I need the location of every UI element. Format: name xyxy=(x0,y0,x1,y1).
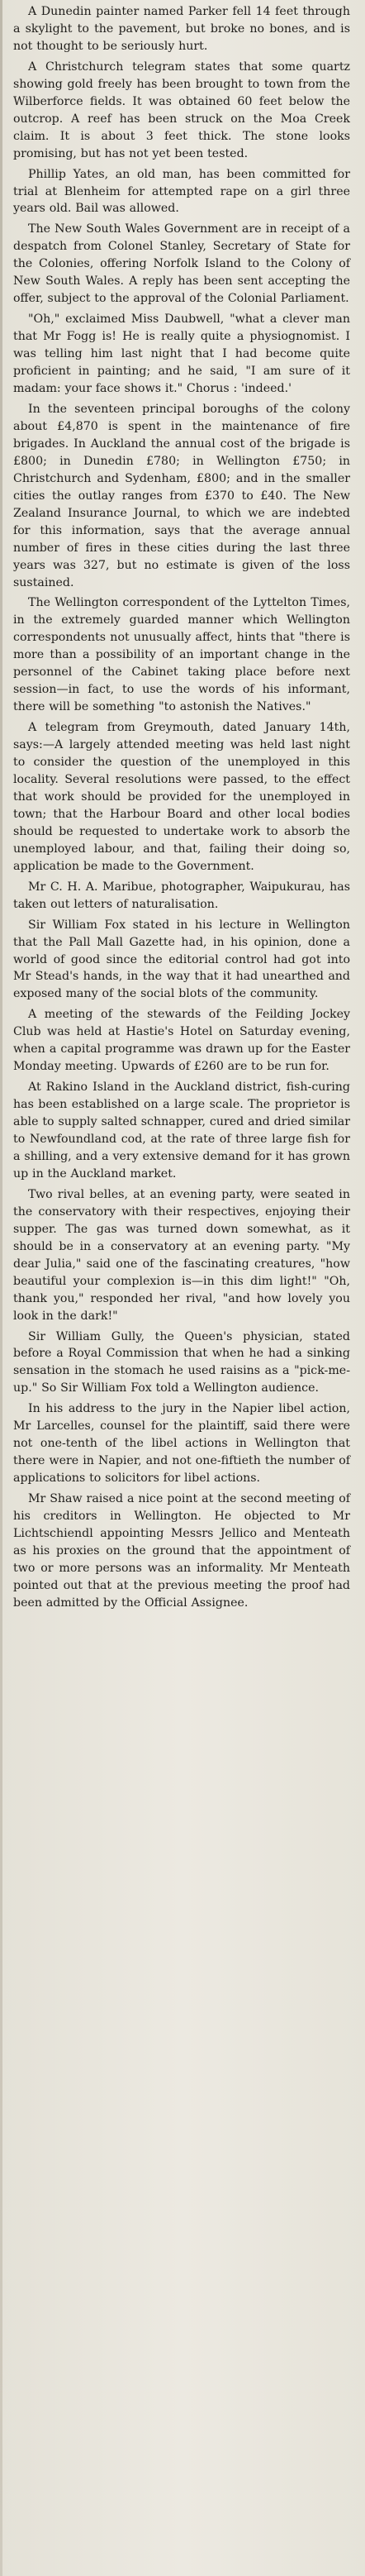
paragraph-dunedin-painter: A Dunedin painter named Parker fell 14 feet through a skylight to the pavement, but broke no bones, and is not thought to be seriously hurt. xyxy=(13,5,350,53)
paragraph-miss-daubwell: "Oh," exclaimed Miss Daubwell, "what a clever man that Mr Fogg is! He is really quite a physiognomist. I was telling him last night that I had become quite proficient in painting; and he said, "I am sure of it madam: your face shows it." Chorus : 'indeed.' xyxy=(13,312,350,396)
paragraph-naturalisation: Mr C. H. A. Maribue, photographer, Waipukurau, has taken out letters of naturalisation. xyxy=(13,880,350,911)
column-edge-rule xyxy=(0,0,2,2576)
paragraph-wellington-correspondent: The Wellington correspondent of the Lyttelton Times, in the extremely guarded manner which Wellington correspondents not unusually affect, hints that "there is more than a possibility of an important change in the personnel of the Cabinet taking place before next session—in fact, to use the words of his informant, there will be something "to astonish the Natives." xyxy=(13,596,350,714)
paragraph-fire-brigades: In the seventeen principal boroughs of the colony about £4,870 is spent in the maintenance of fire brigades. In Auckland the annual cost of the brigade is £800; in Dunedin £780; in Wellington £750; in Christchurch and Sydenham, £800; and in the smaller cities the outlay ranges from £370 to £40. The New Zealand Insurance Journal, to which we are indebted for this information, says that the average annual number of fires in these cities during the last three years was 327, but no estimate is given of the loss sustained. xyxy=(13,402,350,589)
paragraph-norfolk-island: The New South Wales Government are in receipt of a despatch from Colonel Stanley, Secretary of State for the Colonies, offering Norfolk Island to the Colony of New South Wales. A reply has been sent accepting the offer, subject to the approval of the Colonial Parliament. xyxy=(13,222,350,306)
paragraph-napier-libel: In his address to the jury in the Napier libel action, Mr Larcelles, counsel for the plaintiff, said there were not one-tenth of the libel actions in Wellington that there were in Napier, and not one-fiftieth the number of applications to solicitors for libel actions. xyxy=(13,1402,350,1486)
paragraph-william-gully: Sir William Gully, the Queen's physician, stated before a Royal Commission that when he had a sinking sensation in the stomach he used raisins as a "pick-me-up." So Sir William Fox told a Wellington audience. xyxy=(13,1329,350,1395)
paragraph-rival-belles: Two rival belles, at an evening party, were seated in the conservatory with their respectives, enjoying their supper. The gas was turned down somewhat, as it should be in a conservatory at an evening party. "My dear Julia," said one of the fascinating creatures, "how beautiful your complexion is—in this dim light!" "Oh, thank you," responded her rival, "and how lovely you look in the dark!" xyxy=(13,1187,350,1323)
paragraph-rakino-island: At Rakino Island in the Auckland district, fish-curing has been established on a large scale. The proprietor is able to supply salted schnapper, cured and dried similar to Newfoundland cod, at the rate of three large fish for a shilling, and a very extensive demand for it has grown up in the Auckland market. xyxy=(13,1080,350,1181)
paragraph-greymouth-telegram: A telegram from Greymouth, dated January 14th, says:—A largely attended meeting was held last night to consider the question of the unemployed in this locality. Several resolutions were passed, to the effect that work should be provided for the unemployed in town; that the Harbour Board and other local bodies should be requested to undertake work to absorb the unemployed labour, and that, failing their doing so, application be made to the Government. xyxy=(13,721,350,873)
paragraph-phillip-yates: Phillip Yates, an old man, has been committed for trial at Blenheim for attempted rape on a girl three years old. Bail was allowed. xyxy=(13,167,350,216)
paragraph-pall-mall-gazette: Sir William Fox stated in his lecture in Wellington that the Pall Mall Gazette had, in his opinion, done a world of good since the editorial control had got into Mr Stead's hands, in the way that it had unearthed and exposed many of the social blots of the community. xyxy=(13,918,350,1001)
paragraph-feilding-jockey-club: A meeting of the stewards of the Feilding Jockey Club was held at Hastie's Hotel on Saturday evening, when a capital programme was drawn up for the Easter Monday meeting. Upwards of £260 are to be run for. xyxy=(13,1008,350,1074)
paragraph-christchurch-quartz: A Christchurch telegram states that some quartz showing gold freely has been brought to town from the Wilberforce fields. It was obtained 60 feet below the outcrop. A reef has been struck on the Moa Creek claim. It is about 3 feet thick. The stone looks promising, but has not yet been tested. xyxy=(13,60,350,160)
paragraph-mr-shaw-creditors: Mr Shaw raised a nice point at the second meeting of his creditors in Wellington. He objected to Mr Lichtschiendl appointing Messrs Jellico and Menteath as his proxies on the ground that the appointment of two or more persons was an informality. Mr Menteath pointed out that at the previous meeting the proof had been admitted by the Official Assignee. xyxy=(13,1492,350,1610)
